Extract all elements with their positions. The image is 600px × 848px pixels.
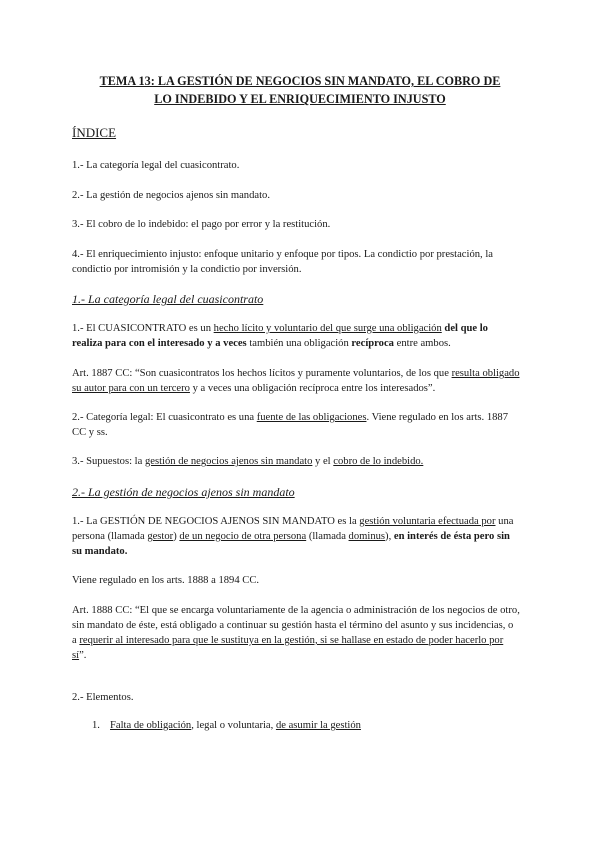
s1-paragraph-2: Art. 1887 CC: “Son cuasicontratos los hechos lícitos y puramente voluntarios, de los que resulta obligado su autor para con un tercero y a veces una obligación recíproca entre los interesados”. xyxy=(72,368,520,394)
index-item-3: 3.- El cobro de lo indebido: el pago por error y la restitución. xyxy=(72,219,331,230)
s1-paragraph-1: 1.- El CUASICONTRATO es un hecho lícito y voluntario del que surge una obligación del que lo realiza para con el interesado y a veces también una obligación recíproca entre ambos. xyxy=(72,323,488,349)
title-line-1: TEMA 13: LA GESTIÓN DE NEGOCIOS SIN MANDATO, EL COBRO DE xyxy=(99,74,501,88)
s2-paragraph-3: Art. 1888 CC: “El que se encarga voluntariamente de la agencia o administración de los negocios de otro, sin mandato de éste, está obligado a continuar su gestión hasta el término del asunto y sus incidencias, o a requerir al interesado para que le sustituya en la gestión, si se hallase en estado de poder hacerlo por sí”. xyxy=(72,605,520,661)
s1-paragraph-4: 3.- Supuestos: la gestión de negocios ajenos sin mandato y el cobro de lo indebido. xyxy=(72,456,424,467)
index-item-2: 2.- La gestión de negocios ajenos sin mandato. xyxy=(72,190,270,201)
index-heading: ÍNDICE xyxy=(72,125,117,140)
s2-paragraph-1: 1.- La GESTIÓN DE NEGOCIOS AJENOS SIN MANDATO es la gestión voluntaria efectuada por una persona (llamada gestor) de un negocio de otra persona (llamada dominus), en interés de ésta pero sin su mandato. xyxy=(72,516,514,557)
title-line-2: LO INDEBIDO Y EL ENRIQUECIMIENTO INJUSTO xyxy=(154,92,446,106)
list-item: 1. Falta de obligación, legal o voluntaria, de asumir la gestión xyxy=(92,720,361,731)
index-item-4: 4.- El enriquecimiento injusto: enfoque unitario y enfoque por tipos. La condictio por prestación, la condictio por intromisión y la condictio por inversión. xyxy=(72,249,493,275)
s2-paragraph-4: 2.- Elementos. xyxy=(72,692,134,703)
s1-paragraph-3: 2.- Categoría legal: El cuasicontrato es una fuente de las obligaciones. Viene regulado en los arts. 1887 CC y ss. xyxy=(72,412,509,438)
s2-paragraph-2: Viene regulado en los arts. 1888 a 1894 CC. xyxy=(72,575,260,586)
index-item-1: 1.- La categoría legal del cuasicontrato. xyxy=(72,160,240,171)
section-1-heading: 1.- La categoría legal del cuasicontrato xyxy=(72,292,264,306)
section-2-heading: 2.- La gestión de negocios ajenos sin mandato xyxy=(72,485,295,499)
list-item-number: 1. xyxy=(92,720,100,731)
document-title xyxy=(72,72,528,108)
